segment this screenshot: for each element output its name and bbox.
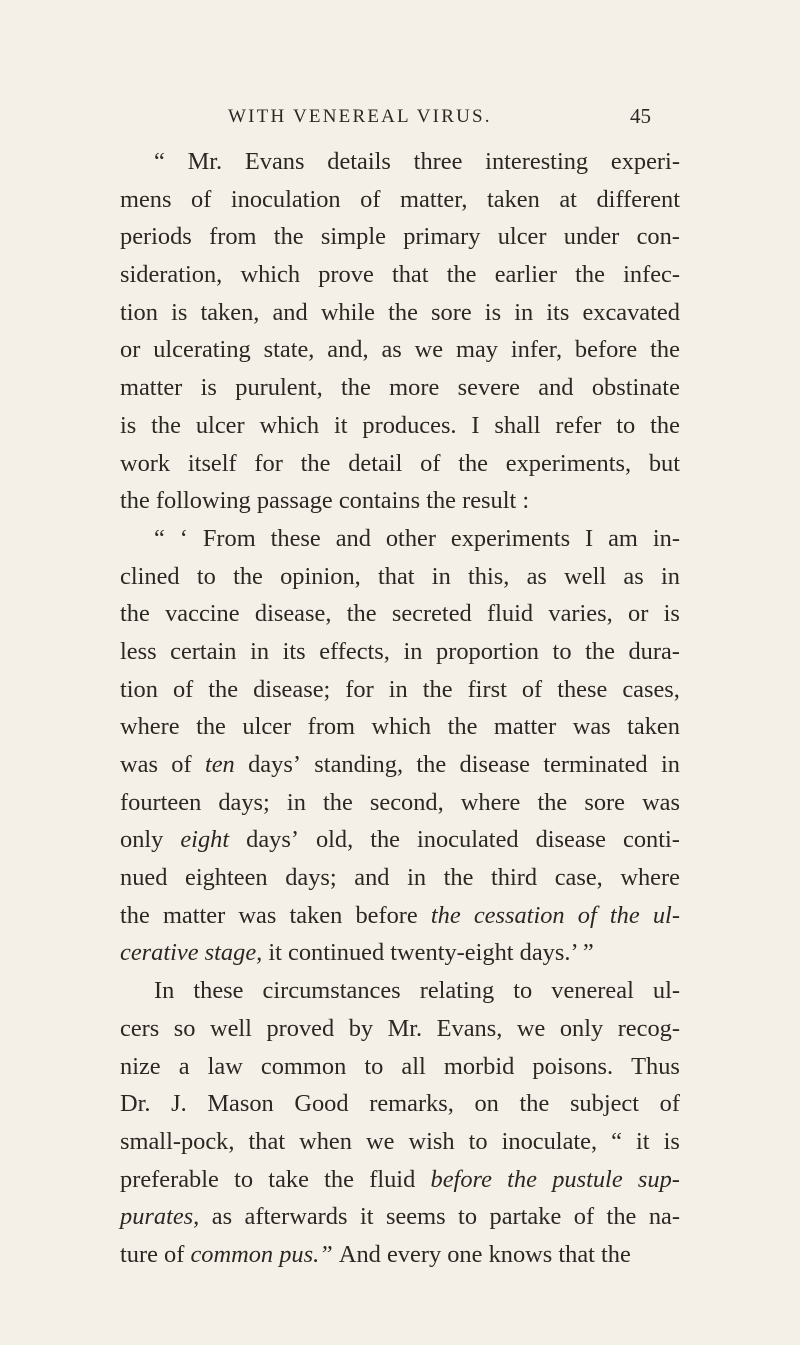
text-line: purates, as afterwards it seems to partake of the na- [120,1203,680,1231]
text-line: tion of the disease; for in the first of these cases, [120,675,680,703]
text-line: ture of common pus.” And every one knows that the [120,1240,631,1268]
text-line: less certain in its effects, in proportion to the dura- [120,637,680,665]
text-line: or ulcerating state, and, as we may infer, before the [120,336,680,364]
text-line: cers so well proved by Mr. Evans, we only recog- [120,1014,680,1042]
text-line: preferable to take the fluid before the pustule sup- [120,1165,680,1193]
text-line: nize a law common to all morbid poisons. Thus [120,1052,680,1080]
running-head [0,106,800,136]
body-text [120,143,680,1274]
text-line: was of ten days’ standing, the disease terminated in [120,751,680,778]
text-line: matter is purulent, the more severe and obstinate [120,374,680,402]
text-line: tion is taken, and while the sore is in its excavated [120,298,680,326]
text-line: Dr. J. Mason Good remarks, on the subject of [120,1090,680,1118]
text-line: “ ‘ From these and other experiments I am in- [154,524,680,552]
text-line: nued eighteen days; and in the third case, where [120,864,680,892]
page-number: 45 [630,104,651,128]
text-line: is the ulcer which it produces. I shall refer to the [120,411,680,439]
running-title: WITH VENEREAL VIRUS. [228,106,492,127]
text-line: only eight days’ old, the inoculated disease conti- [120,826,680,854]
text-line: periods from the simple primary ulcer under con- [120,223,680,251]
text-line: the following passage contains the result : [120,487,530,515]
text-line: where the ulcer from which the matter was taken [120,713,680,741]
text-line: the vaccine disease, the secreted fluid varies, or is [120,600,680,628]
text-line: In these circumstances relating to venereal ul- [154,977,680,1005]
text-line: fourteen days; in the second, where the sore was [120,788,680,816]
text-line: the matter was taken before the cessation of the ul- [120,901,680,929]
text-line: cerative stage, it continued twenty-eight days.’ ” [120,939,594,967]
text-line: work itself for the detail of the experiments, but [120,449,680,477]
text-line: mens of inoculation of matter, taken at different [120,185,680,213]
text-line: small-pock, that when we wish to inoculate, “ it is [120,1127,680,1155]
text-line: clined to the opinion, that in this, as well as in [120,562,680,590]
text-line: sideration, which prove that the earlier the infec- [120,261,680,289]
text-line: “ Mr. Evans details three interesting experi- [154,148,680,175]
